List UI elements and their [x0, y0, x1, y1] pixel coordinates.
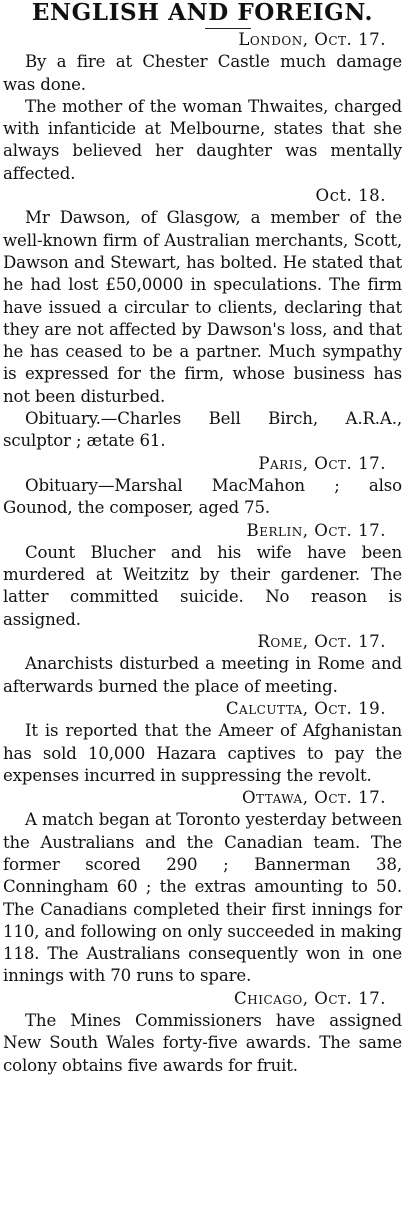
column-heading: ENGLISH AND FOREIGN.: [31, 0, 374, 26]
article-paragraph: The Mines Commissioners have assigned New South Wales forty-five awards. The same colony obtains five awards for fruit.: [3, 1011, 402, 1075]
dateline: Oct. 18.: [315, 186, 386, 206]
section-calcutta: [3, 698, 402, 787]
section-ottawa: [3, 787, 402, 988]
dateline: Chicago, Oct. 17.: [234, 988, 386, 1008]
dateline: Ottawa, Oct. 17.: [241, 788, 386, 808]
dateline: Paris, Oct. 17.: [258, 453, 386, 473]
article-paragraph: Obituary.—Charles Bell Birch, A.R.A., sculptor ; ætate 61.: [3, 409, 402, 451]
article-paragraph: By a fire at Chester Castle much damage was done.: [3, 52, 402, 94]
section-london-oct18: [3, 185, 402, 453]
heading-rule: [205, 28, 251, 29]
dateline: Rome, Oct. 17.: [257, 632, 386, 652]
article-paragraph: Mr Dawson, of Glasgow, a member of the well-known firm of Australian merchants, Scott, Dawson and Stewart, has bolted. He stated that he had lost £50,0000 in speculations. The firm have issued a circular to clients, declaring that they are not affected by Dawson's loss, and that he has ceased to be a partner. Much sympathy is expressed for the firm, whose business has not been disturbed.: [3, 208, 402, 406]
article-paragraph: Anarchists disturbed a meeting in Rome and afterwards burned the place of meeting.: [3, 654, 402, 696]
section-berlin: [3, 520, 402, 631]
dateline: London, Oct. 17.: [238, 30, 386, 49]
article-paragraph: A match began at Toronto yesterday between the Australians and the Canadian team. The former scored 290 ; Bannerman 38, Conningham 60 ; the extras amounting to 50. The Canadians completed their first innings for 110, and following on only succeeded in making 118. The Australians consequently won in one innings with 70 runs to spare.: [3, 810, 402, 986]
dateline: Calcutta, Oct. 19.: [225, 698, 386, 718]
section-rome: [3, 631, 402, 698]
article-paragraph: Obituary—Marshal MacMahon ; also Gounod, the composer, aged 75.: [3, 475, 402, 518]
dateline: Berlin, Oct. 17.: [246, 520, 386, 540]
article-paragraph: It is reported that the Ameer of Afghanistan has sold 10,000 Hazara captives to pay the expenses incurred in suppressing the revolt.: [3, 721, 402, 785]
section-london: [3, 29, 402, 185]
section-chicago: [3, 988, 402, 1077]
section-paris: [3, 453, 402, 520]
article-paragraph: Count Blucher and his wife have been murdered at Weitzitz by their gardener. The latter committed suicide. No reason is assigned.: [3, 542, 402, 629]
article-paragraph: The mother of the woman Thwaites, charged with infanticide at Melbourne, states that she always believed her daughter was mentally affected.: [3, 96, 402, 183]
